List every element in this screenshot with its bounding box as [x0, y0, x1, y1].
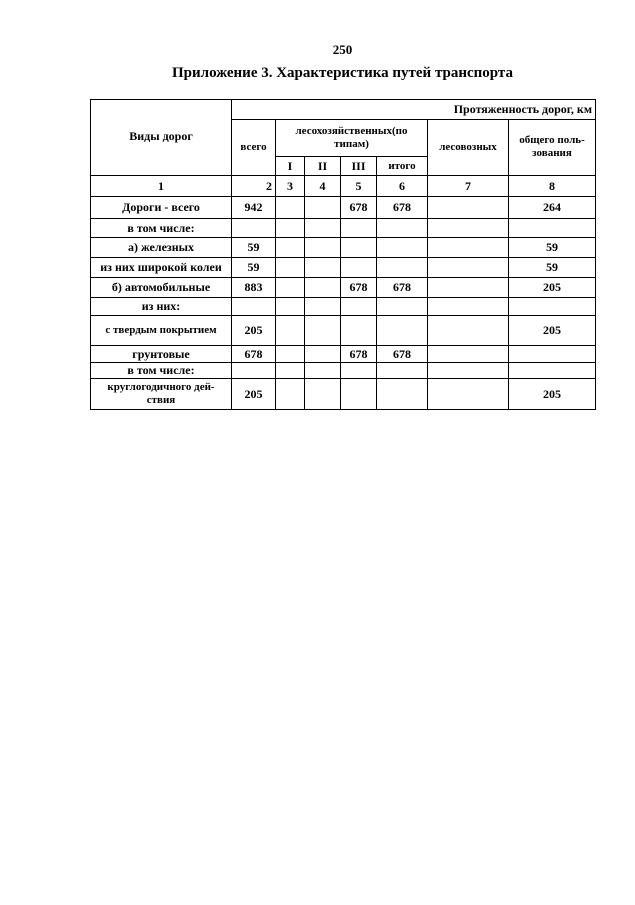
cell-total: [232, 363, 276, 379]
cell-subtotal: 678: [377, 278, 428, 298]
cell-subtotal: [377, 258, 428, 278]
cell-subtotal: [377, 298, 428, 316]
cell-subtotal: [377, 219, 428, 238]
table-row: [91, 379, 596, 410]
cell-public: [509, 363, 596, 379]
cell-total: 883: [232, 278, 276, 298]
cell-type-3: 678: [341, 278, 377, 298]
cell-type-1: [276, 316, 305, 346]
cell-type-3: [341, 363, 377, 379]
row-name: из них:: [91, 298, 232, 316]
cell-timber: [428, 298, 509, 316]
cell-total: [232, 298, 276, 316]
cell-timber: [428, 379, 509, 410]
cell-subtotal: [377, 238, 428, 258]
cell-timber: [428, 316, 509, 346]
cell-type-3: [341, 258, 377, 278]
cell-total: 59: [232, 238, 276, 258]
cell-type-2: [305, 298, 341, 316]
cell-timber: [428, 238, 509, 258]
header-public: общего поль-зования: [509, 120, 596, 176]
table-row: [91, 278, 596, 298]
header-timber: лесовозных: [428, 120, 509, 176]
table-row: [91, 298, 596, 316]
column-number: 8: [509, 176, 596, 197]
cell-type-1: [276, 298, 305, 316]
cell-public: 205: [509, 379, 596, 410]
cell-total: 205: [232, 379, 276, 410]
cell-timber: [428, 197, 509, 219]
cell-timber: [428, 258, 509, 278]
row-name: грунтовые: [91, 346, 232, 363]
cell-timber: [428, 219, 509, 238]
header-subtotal: итого: [377, 157, 428, 176]
cell-type-1: [276, 238, 305, 258]
row-name: из них широкой колеи: [91, 258, 232, 278]
cell-public: 59: [509, 258, 596, 278]
header-type-1: I: [276, 157, 305, 176]
row-name: а) железных: [91, 238, 232, 258]
row-name: б) автомобильные: [91, 278, 232, 298]
column-number: 4: [305, 176, 341, 197]
row-name: с твердым покрытием: [91, 316, 232, 346]
cell-type-1: [276, 363, 305, 379]
column-number: 2: [232, 176, 276, 197]
cell-type-3: [341, 219, 377, 238]
row-name: в том числе:: [91, 219, 232, 238]
cell-total: 59: [232, 258, 276, 278]
roads-table: [90, 99, 596, 410]
cell-type-1: [276, 346, 305, 363]
row-name: Дороги - всего: [91, 197, 232, 219]
cell-subtotal: [377, 379, 428, 410]
cell-public: 264: [509, 197, 596, 219]
cell-public: 205: [509, 278, 596, 298]
cell-subtotal: [377, 363, 428, 379]
cell-type-1: [276, 379, 305, 410]
column-numbers-row: [91, 176, 596, 197]
cell-type-3: [341, 316, 377, 346]
cell-public: [509, 219, 596, 238]
cell-public: 205: [509, 316, 596, 346]
cell-type-2: [305, 379, 341, 410]
column-number: 6: [377, 176, 428, 197]
header-type-2: II: [305, 157, 341, 176]
table-row: [91, 346, 596, 363]
header-forestry: лесохозяйственных(по типам): [276, 120, 428, 157]
cell-timber: [428, 278, 509, 298]
row-name: круглогодичного дей-ствия: [91, 379, 232, 410]
cell-public: [509, 346, 596, 363]
cell-subtotal: 678: [377, 346, 428, 363]
cell-type-1: [276, 197, 305, 219]
cell-public: 59: [509, 238, 596, 258]
header-length-of-roads: Протяженность дорог, км: [232, 100, 596, 120]
page-title: Приложение 3. Характеристика путей транспорта: [172, 65, 513, 81]
cell-type-3: 678: [341, 197, 377, 219]
cell-subtotal: [377, 316, 428, 346]
cell-type-3: [341, 298, 377, 316]
table-row: [91, 363, 596, 379]
cell-timber: [428, 346, 509, 363]
cell-type-1: [276, 219, 305, 238]
column-number: 7: [428, 176, 509, 197]
column-number: 1: [91, 176, 232, 197]
cell-public: [509, 298, 596, 316]
header-types-of-roads: Виды дорог: [91, 100, 232, 176]
cell-type-3: [341, 379, 377, 410]
table-row: [91, 258, 596, 278]
cell-type-2: [305, 346, 341, 363]
cell-total: 205: [232, 316, 276, 346]
row-name: в том числе:: [91, 363, 232, 379]
cell-type-2: [305, 197, 341, 219]
cell-total: 942: [232, 197, 276, 219]
cell-type-1: [276, 278, 305, 298]
cell-total: [232, 219, 276, 238]
cell-subtotal: 678: [377, 197, 428, 219]
cell-type-2: [305, 258, 341, 278]
header-total: всего: [232, 120, 276, 176]
column-number: 5: [341, 176, 377, 197]
cell-type-1: [276, 258, 305, 278]
header-type-3: III: [341, 157, 377, 176]
page-number: 250: [332, 42, 353, 57]
cell-type-3: [341, 238, 377, 258]
cell-type-2: [305, 238, 341, 258]
cell-total: 678: [232, 346, 276, 363]
table-row: [91, 219, 596, 238]
cell-type-2: [305, 219, 341, 238]
cell-type-2: [305, 363, 341, 379]
cell-type-2: [305, 278, 341, 298]
column-number: 3: [276, 176, 305, 197]
cell-timber: [428, 363, 509, 379]
table-row: [91, 316, 596, 346]
table-row: [91, 197, 596, 219]
cell-type-3: 678: [341, 346, 377, 363]
cell-type-2: [305, 316, 341, 346]
table-row: [91, 238, 596, 258]
